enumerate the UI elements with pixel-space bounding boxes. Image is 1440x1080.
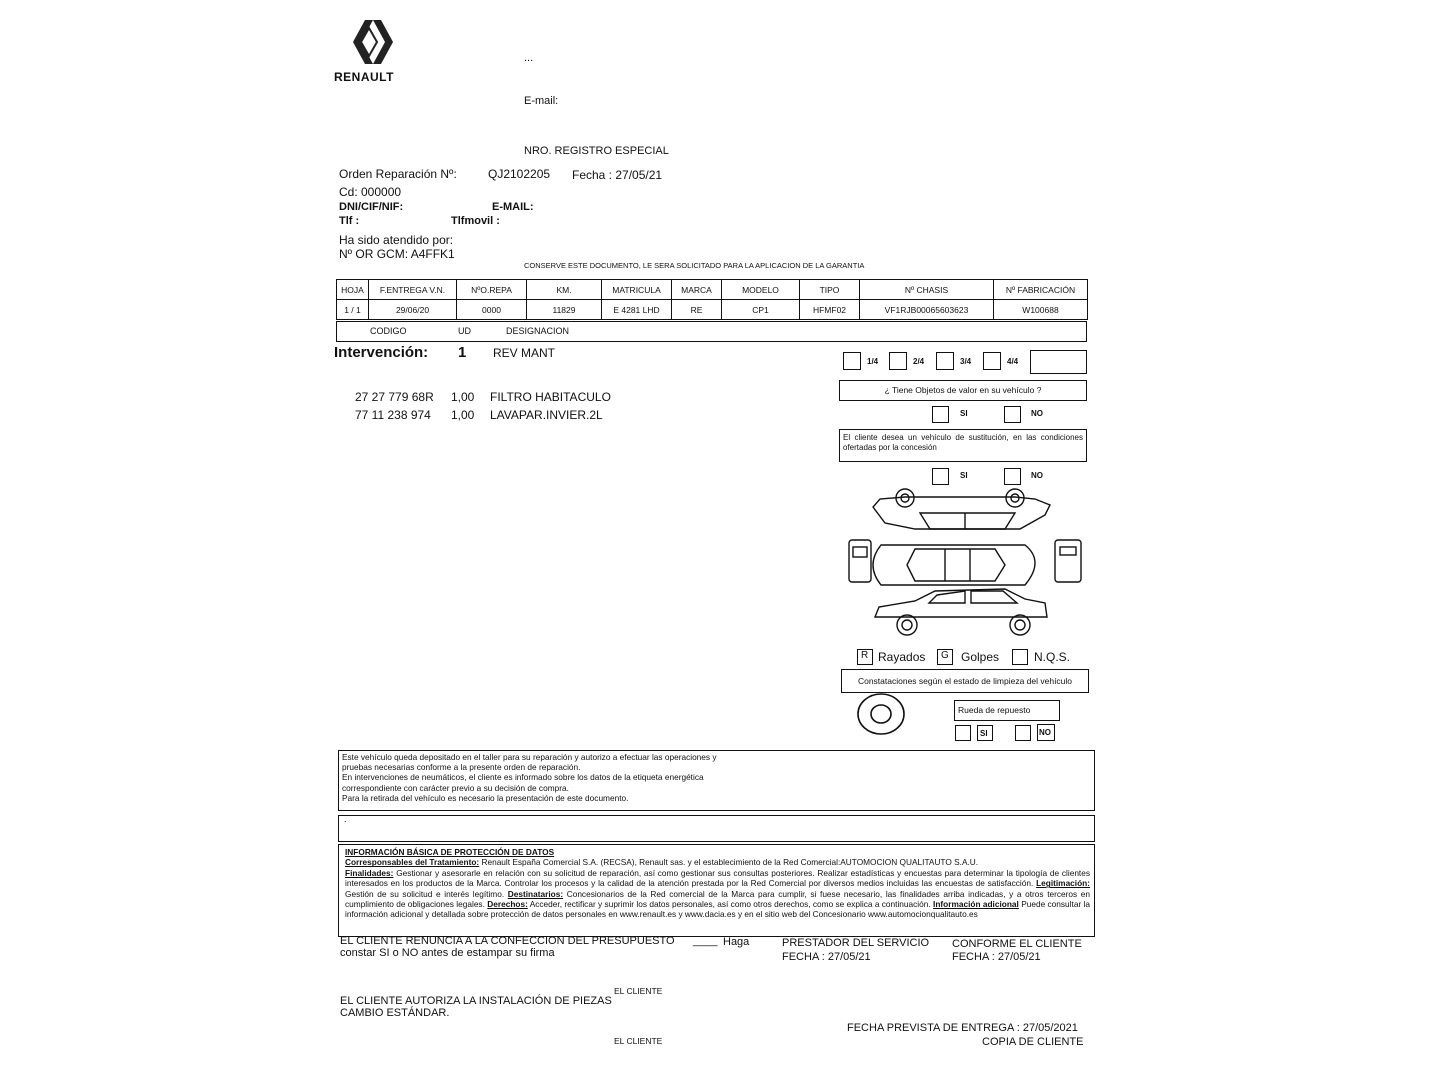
cell-norepa: 0000 [457, 300, 527, 320]
intervencion-desc: REV MANT [493, 346, 556, 360]
vehicle-table-header [337, 280, 1088, 300]
item-1-code: 27 27 779 68R [355, 390, 434, 404]
observaciones-box [338, 815, 1095, 842]
order-dni: DNI/CIF/NIF: [339, 201, 404, 213]
sustitucion-text: El cliente desea un vehículo de sustitución, en las condiciones ofertadas por la concesión [843, 433, 1083, 452]
cell-modelo: CP1 [722, 300, 800, 320]
haga-text: Haga [723, 936, 750, 948]
rayados-label: Rayados [878, 650, 926, 664]
el-cliente-signature-1: EL CLIENTE [614, 986, 663, 996]
objetos-question: ¿ Tiene Objetos de valor en su vehículo ? [884, 385, 1042, 395]
golpes-code: G [941, 650, 949, 661]
order-gcm: Nº OR GCM: A4FFK1 [339, 247, 455, 261]
limpieza-text: Constataciones según el estado de limpieza del vehículo [857, 676, 1073, 686]
privacy-der-text: Acceder, rectificar y suprimir los datos personales, así como otros derechos, como se explica a continuación. [527, 899, 931, 910]
conforme-label: CONFORME EL CLIENTE [952, 938, 1082, 950]
vehicle-table-row [337, 300, 1088, 320]
deposit-line-1: Este vehículo queda depositado en el taller para su reparación y autorizo a efectuar las operaciones y [342, 752, 717, 762]
item-1-desc: FILTRO HABITACULO [490, 390, 611, 404]
item-1-qty: 1,00 [451, 390, 475, 404]
brand-name: RENAULT [334, 70, 394, 84]
cell-marca: RE [672, 300, 722, 320]
privacy-fin-label: Finalidades: [345, 867, 394, 878]
privacy-title: INFORMACIÓN BÁSICA DE PROTECCIÓN DE DATOS [345, 847, 555, 857]
privacy-dest-label: Destinatarios: [507, 888, 564, 899]
car-outline-icon [845, 485, 1085, 640]
objetos-si-checkbox[interactable] [932, 406, 949, 423]
order-tlf: Tlf : [339, 215, 360, 227]
intervencion-number: 1 [458, 344, 467, 361]
prestador-fecha: FECHA : 27/05/21 [782, 951, 871, 963]
email-label: E-mail: [524, 95, 559, 107]
items-header-designacion: DESIGNACION [506, 326, 570, 336]
privacy-fin-text: Gestionar y asesorarle en relación con su solicitud de reparación, así como gestionar sus consultas posteriores. Realizar estadísticas y encuestas para determinar la tipología de clientes interesados en los productos de la Marca. Controlar los procesos y la calidad de la atención prestada por la Red Comercial por diversos medios incluidas las encuestas de satisfacción. [345, 867, 1090, 889]
rueda-si-label: SI [980, 729, 988, 738]
rueda-si-checkbox[interactable] [955, 725, 971, 741]
car-damage-diagram [845, 485, 1085, 640]
col-matricula: MATRICULA [602, 280, 672, 300]
privacy-leg-text: Gestión de su solicitud e interés legítimo. [345, 888, 505, 899]
conforme-fecha: FECHA : 27/05/21 [952, 951, 1041, 963]
fecha-prevista: FECHA PREVISTA DE ENTREGA : 27/05/2021 [847, 1022, 1078, 1034]
privacy-dest-text: Concesionarios de la Red comercial de la Marca para cumplir, si fuese necesario, las finalidades arriba indicadas, y a otros terceros en cumplimiento de obligaciones legales. [345, 888, 1091, 910]
deposit-text [342, 752, 717, 803]
objetos-no-checkbox[interactable] [1004, 406, 1021, 423]
privacy-text [345, 847, 1090, 920]
order-tlfmovil: Tlfmovil : [451, 215, 500, 227]
rayados-code: R [861, 650, 869, 661]
objetos-no-label: NO [1031, 409, 1043, 418]
autoriza-line-1: EL CLIENTE AUTORIZA LA INSTALACIÓN DE PIEZAS [340, 995, 612, 1007]
privacy-info-text: Puede consultar la información adicional y detallada sobre protección de datos personales en www.renault.es y www.dacia.es y en el sitio web del Concesionario www.automocionqualitauto.es [345, 899, 1091, 920]
fuel-extra-box [1030, 350, 1087, 374]
item-2-code: 77 11 238 974 [355, 408, 431, 422]
renuncia-text: EL CLIENTE RENUNCIA A LA CONFECCION DEL PRESUPUESTO [340, 935, 675, 947]
sustitucion-no-checkbox[interactable] [1004, 468, 1021, 485]
sustitucion-si-checkbox[interactable] [932, 468, 949, 485]
spare-wheel-icon [856, 692, 906, 736]
registro-especial: NRO. REGISTRO ESPECIAL [524, 145, 669, 157]
cell-fabricacion: W100688 [994, 300, 1088, 320]
col-km: KM. [527, 280, 602, 300]
sustitucion-no-label: NO [1031, 471, 1043, 480]
cell-chasis: VF1RJB00065603623 [860, 300, 994, 320]
fuel-4-4-checkbox[interactable] [983, 352, 1001, 370]
nqs-label: N.Q.S. [1034, 650, 1071, 664]
deposit-line-5: Para la retirada del vehículo es necesario la presentación de este documento. [342, 792, 629, 803]
privacy-resp-text: Renault España Comercial S.A. (RECSA), Renault sas. y el establecimiento de la Red Comercial:AUTOMOCION QUALITAUTO S.A.U. [479, 857, 979, 868]
order-label: Orden Reparación Nº: [339, 167, 457, 181]
rueda-no-checkbox[interactable] [1015, 725, 1031, 741]
autoriza-line-2: CAMBIO ESTÁNDAR. [340, 1007, 450, 1019]
fuel-3-4-checkbox[interactable] [936, 352, 954, 370]
rueda-no-label: NO [1039, 728, 1051, 737]
col-hoja: HOJA [337, 280, 369, 300]
order-date: Fecha : 27/05/21 [572, 168, 663, 182]
col-tipo: TIPO [800, 280, 860, 300]
observaciones-mark: . [344, 814, 347, 824]
privacy-resp-label: Corresponsables del Tratamiento: [345, 857, 480, 868]
col-fabricacion: Nº FABRICACIÓN [994, 280, 1088, 300]
order-cd: Cd: 000000 [339, 185, 402, 199]
renault-diamond-icon [350, 18, 396, 66]
privacy-info-label: Información adicional [933, 899, 1019, 910]
col-norepa: NºO.REPA [457, 280, 527, 300]
col-modelo: MODELO [722, 280, 800, 300]
sustitucion-si-label: SI [960, 471, 968, 480]
fuel-2-4-checkbox[interactable] [889, 352, 907, 370]
order-email: E-MAIL: [492, 201, 534, 213]
deposit-line-3: En intervenciones de neumáticos, el cliente es informado sobre los datos de la etiqueta energética [342, 772, 704, 783]
cell-hoja: 1 / 1 [337, 300, 369, 320]
items-header-codigo: CODIGO [370, 326, 407, 336]
cell-matricula: E 4281 LHD [602, 300, 672, 320]
deposit-line-4: correspondiente con carácter previo a su decisión de compra. [342, 782, 569, 793]
col-marca: MARCA [672, 280, 722, 300]
cell-km: 11829 [527, 300, 602, 320]
deposit-line-2: pruebas necesarias conforme a la presente orden de reparación. [342, 762, 581, 773]
vehicle-table [336, 279, 1088, 320]
col-chasis: Nº CHASIS [860, 280, 994, 300]
col-fentrega: F.ENTREGA V.N. [369, 280, 457, 300]
intervencion-label: Intervención: [334, 344, 429, 361]
privacy-der-label: Derechos: [487, 899, 528, 910]
fuel-2-4-label: 2/4 [913, 357, 925, 366]
renault-logo [350, 18, 396, 66]
conserve-note: CONSERVE ESTE DOCUMENTO, LE SERA SOLICITADO PARA LA APLICACION DE LA GARANTIA [524, 261, 865, 270]
fuel-4-4-label: 4/4 [1007, 357, 1019, 366]
golpes-label: Golpes [961, 650, 1000, 664]
copia-cliente: COPIA DE CLIENTE [982, 1036, 1084, 1048]
privacy-leg-label: Legitimación: [1036, 878, 1090, 889]
order-atendido: Ha sido atendido por: [339, 233, 454, 247]
items-header-ud: UD [458, 326, 471, 336]
cell-fentrega: 29/06/20 [369, 300, 457, 320]
cell-tipo: HFMF02 [800, 300, 860, 320]
fuel-1-4-checkbox[interactable] [843, 352, 861, 370]
fuel-3-4-label: 3/4 [960, 357, 972, 366]
el-cliente-signature-2: EL CLIENTE [614, 1036, 663, 1046]
item-2-desc: LAVAPAR.INVIER.2L [490, 408, 603, 422]
nqs-marker[interactable] [1012, 649, 1028, 665]
prestador-label: PRESTADOR DEL SERVICIO [782, 937, 930, 949]
header-dots: ... [524, 52, 534, 64]
fuel-1-4-label: 1/4 [867, 357, 879, 366]
objetos-si-label: SI [960, 409, 968, 418]
item-2-qty: 1,00 [451, 408, 475, 422]
haga-blank: ____ [693, 935, 718, 947]
rueda-label: Rueda de repuesto [958, 705, 1031, 715]
order-number: QJ2102205 [488, 167, 551, 181]
items-header-bar [336, 321, 1087, 342]
constar-text: constar SI o NO antes de estampar su firma [340, 947, 555, 959]
